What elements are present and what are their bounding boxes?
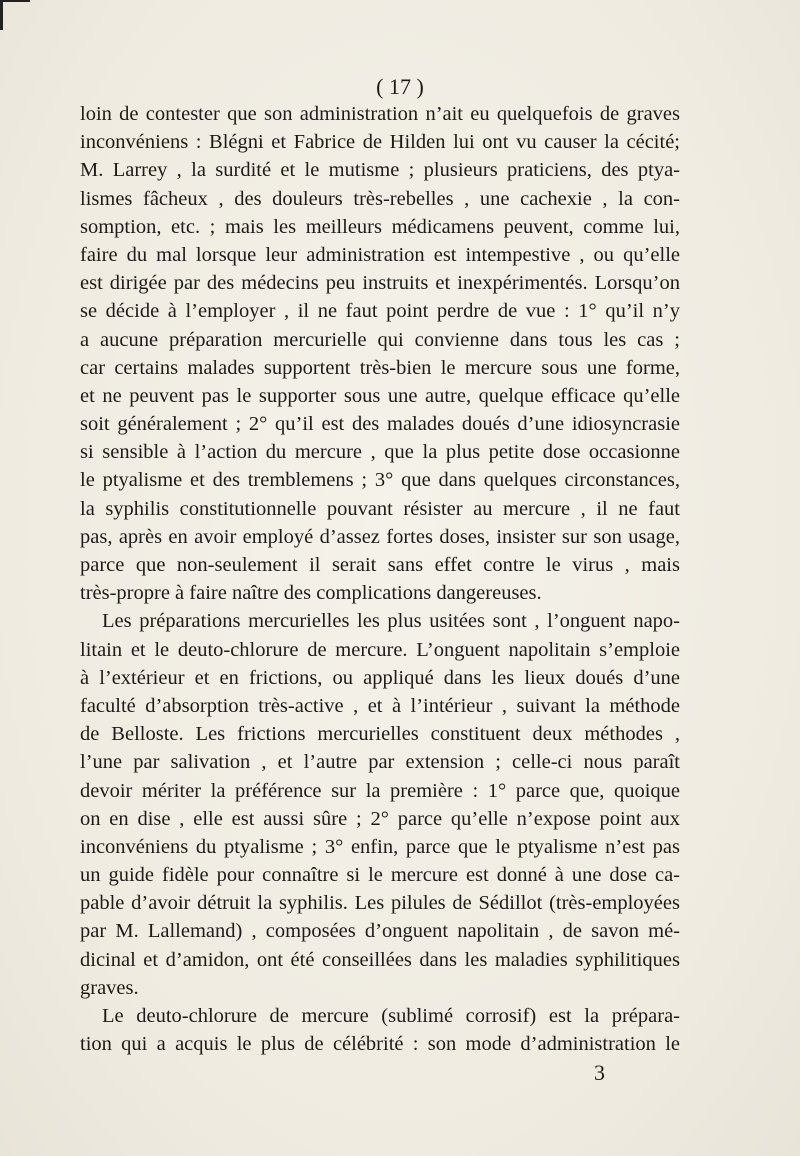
text-line: a aucune préparation mercurielle qui convienne dans tous les cas ; xyxy=(80,328,680,351)
text-line: faculté d’absorption très-active , et à l’intérieur , suivant la méthode xyxy=(80,694,680,717)
paragraph-end-line: graves. xyxy=(80,976,139,999)
text-line: le ptyalisme et des tremblemens ; 3° que dans quelques circonstances, xyxy=(80,469,680,492)
paragraph-start-line: Le deuto-chlorure de mercure (sublimé corrosif) est la prépara- xyxy=(102,1005,680,1027)
page-corner-mark xyxy=(0,0,30,30)
body-text xyxy=(80,100,680,1058)
text-line: tion qui a acquis le plus de célébrité : son mode d’administration le xyxy=(80,1033,680,1056)
text-line: parce que non-seulement il serait sans effet contre le virus , mais xyxy=(80,554,680,576)
text-line: dicinal et d’amidon, ont été conseillées dans les maladies syphilitiques xyxy=(80,948,680,971)
text-line: car certains malades supportent très-bien le mercure sous une forme, xyxy=(80,356,680,379)
text-line: est dirigée par des médecins peu instruits et inexpérimentés. Lorsqu’on xyxy=(80,272,680,295)
paragraph-start-line: Les préparations mercurielles les plus usitées sont , l’onguent napo- xyxy=(102,610,680,633)
text-line: litain et le deuto-chlorure de mercure. L’onguent napolitain s’emploie xyxy=(80,638,680,661)
text-line: lismes fâcheux , des douleurs très-rebelles , une cachexie , la con- xyxy=(80,187,680,210)
text-line: la syphilis constitutionnelle pouvant résister au mercure , il ne faut xyxy=(80,497,680,520)
text-line: loin de contester que son administration n’ait eu quelquefois de graves xyxy=(80,103,680,125)
text-line: inconvéniens du ptyalisme ; 3° enfin, parce que le ptyalisme n’est pas xyxy=(80,835,680,858)
text-line: soit généralement ; 2° qu’il est des malades doués d’une idiosyncrasie xyxy=(80,413,680,436)
text-line: l’une par salivation , et l’autre par extension ; celle-ci nous paraît xyxy=(80,751,680,774)
text-line: par M. Lallemand) , composées d’onguent napolitain , de savon mé- xyxy=(80,920,680,943)
text-line: faire du mal lorsque leur administration est intempestive , ou qu’elle xyxy=(80,243,680,266)
page-number: ( 17 ) xyxy=(376,74,424,99)
text-line: devoir mériter la préférence sur la première : 1° parce que, quoique xyxy=(80,779,680,802)
text-line: inconvéniens : Blégni et Fabrice de Hilden lui ont vu causer la cécité; xyxy=(80,131,680,154)
text-line: se décide à l’employer , il ne faut point perdre de vue : 1° qu’il n’y xyxy=(80,300,680,323)
text-line: à l’extérieur et en frictions, ou appliqué dans les lieux doués d’une xyxy=(80,666,680,689)
paragraph-end-line: très-propre à faire naître des complications dangereuses. xyxy=(80,582,542,605)
text-line: somption, etc. ; mais les meilleurs médicamens peuvent, comme lui, xyxy=(80,215,680,238)
signature-mark: 3 xyxy=(594,1060,605,1085)
text-line: si sensible à l’action du mercure , que la plus petite dose occasionne xyxy=(80,441,680,464)
text-line: on en dise , elle est aussi sûre ; 2° parce qu’elle n’expose point aux xyxy=(80,807,680,830)
text-line: pable d’avoir détruit la syphilis. Les pilules de Sédillot (très-employées xyxy=(80,892,680,915)
text-line: pas, après en avoir employé d’assez fortes doses, insister sur son usage, xyxy=(80,525,680,548)
text-line: et ne peuvent pas le supporter sous une autre, quelque efficace qu’elle xyxy=(80,384,680,407)
text-line: de Belloste. Les frictions mercurielles constituent deux méthodes , xyxy=(80,723,680,746)
text-line: un guide fidèle pour connaître si le mercure est donné à une dose ca- xyxy=(80,864,680,887)
text-line: M. Larrey , la surdité et le mutisme ; plusieurs praticiens, des ptya- xyxy=(80,159,680,182)
